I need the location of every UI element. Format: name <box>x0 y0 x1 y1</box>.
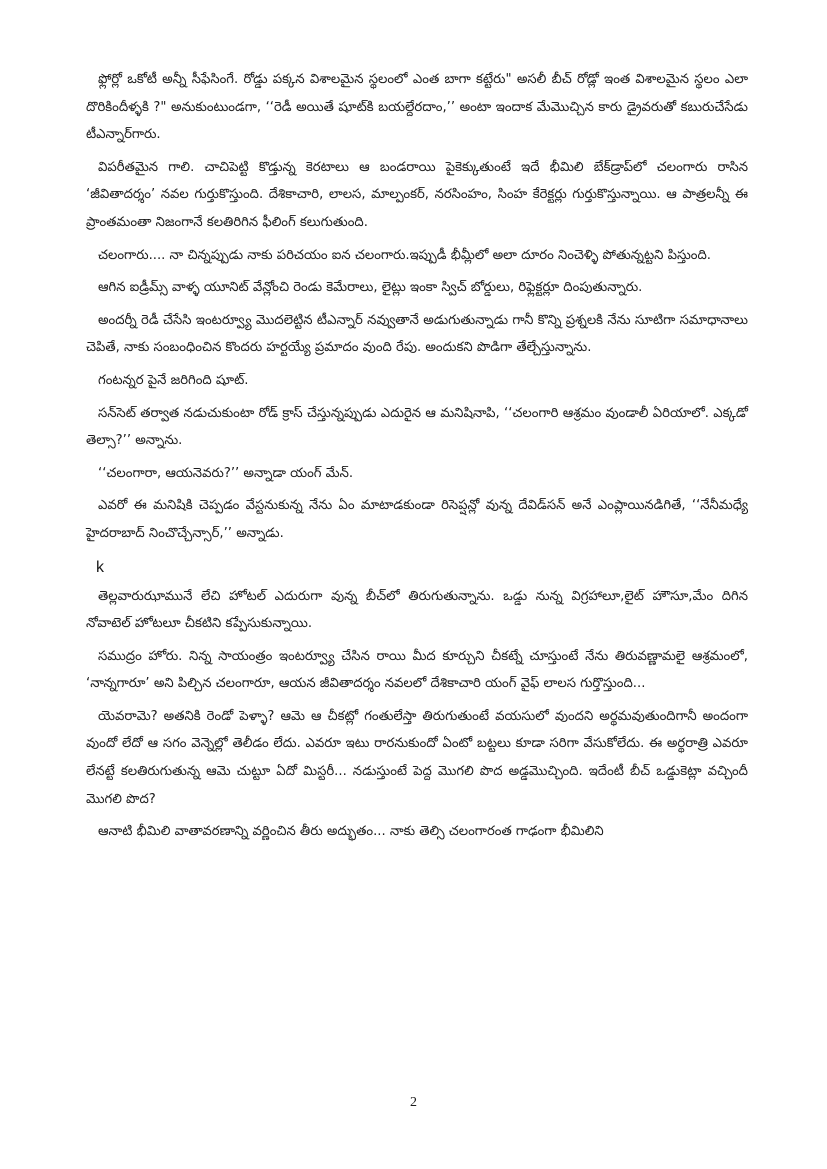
paragraph-7: సన్‌సెట్ తర్వాత నడుచుకుంటా రోడ్ క్రాస్ చేస్తున్నప్పుడు ఎదురైన ఆ మనిషినాపి, ‘‘చలంగారి ఆశ్రమం వుండాలీ ఏరియాలో. ఎక్కడో తెల్సా?’’ అన్నాను. <box>86 405 748 449</box>
paragraph-9: ఎవరో ఈ మనిషికి చెప్పడం వేస్టనుకున్న నేను ఏం మాటాడకుండా రిసెప్షన్లో వున్న దేవిడ్‌సన్ అనే ఎంప్లాయినడిగితే, ‘‘నేనీమధ్యే హైదరాబాద్ నించొచ్చేన్సార్,’’ అన్నాడు. <box>86 498 748 541</box>
paragraph-10: తెల్లవారుఝామునే లేచి హోటల్ ఎదురుగా వున్న బీచ్‌లో తిరుగుతున్నాను. ఒడ్డు నున్న విగ్రహాలూ,లైట్ హౌసూ,మేం దిగిన నోవాటెల్ హోటలూ చీకటిని కప్పేసుకున్నాయి. <box>86 588 748 632</box>
section-separator: k <box>96 558 104 576</box>
paragraph-8: ‘‘చలంగారా, ఆయనెవరు?’’ అన్నాడా యంగ్ మేన్. <box>98 465 354 481</box>
paragraph-12: యెవరామె? అతనికి రెండో పెళ్ళా? ఆమె ఆ చీకట్లో గంతులేస్తా తిరుగుతుంటే వయసులో వుందని అర్థమవుతుందిగానీ అందంగా వుందో లేదో ఆ సగం వెన్నెల్లో తెలీడం లేదు. ఎవరూ ఇటు రారనుకుందో ఏంటో బట్టలు కూడా సరిగా వేసుకోలేదు. ఈ అర్థరాత్రి ఎవరూ లేనట్టే కలతిరుగుతున్న ఆమె చుట్టూ ఏదో మిస్టరీ... నడుస్తుంటే పెద్ద మొగలి పొద అడ్డమొచ్చింది. ఇదేంటీ బీచ్ ఒడ్డుకెట్లా వచ్చిందీ మొగలి పొద? <box>86 708 748 807</box>
paragraph-1: ఫ్లోర్లో ఒకోటీ అన్నీ సీఫేసింగే. రోడ్డు పక్కన విశాలమైన స్థలంలో ఎంత బాగా కట్టేరు" అసలీ బీచ్ రోడ్లో ఇంత విశాలమైన స్థలం ఎలా దొరికిందీళ్ళకి ?" అనుకుంటుండగా, ‘‘రెడీ అయితే షూట్‌కి బయల్దేరదాం,’’ అంటా ఇందాక మేమొచ్చిన కారు డ్రైవరుతో కబురుచేసేడు టీఎన్నార్‌గారు. <box>86 72 748 143</box>
paragraph-3: చలంగారు.... నా చిన్నప్పుడు నాకు పరిచయం ఐన చలంగారు.ఇప్పుడీ భీమ్లీలో అలా దూరం నించెళ్ళి పోతున్నట్టని పిస్తుంది. <box>98 247 711 263</box>
paragraph-2: విపరీతమైన గాలి. చాచిపెట్టి కొడ్తున్న కెరటాలు ఆ బండరాయి పైకెక్కుతుంటే ఇదే భీమిలి బేక్‌డ్రాప్‌లో చలంగారు రాసిన ‘జీవితాదర్శం’ నవల గుర్తుకొస్తుంది. దేశికాచారి, లాలస, మాల్పంకర్, నరసింహం, సింహ కేరెక్టర్లు గుర్తుకొస్తున్నాయి. ఆ పాత్రలన్నీ ఈ ప్రాంతమంతా నిజంగానే కలతిరిగిన ఫీలింగ్ కలుగుతుంది. <box>86 159 748 230</box>
paragraph-13: ఆనాటి భీమిలి వాతావరణాన్ని వర్ణించిన తీరు అద్భుతం... నాకు తెల్సి చలంగారంత గాఢంగా భీమిలిని <box>98 824 604 840</box>
paragraph-4: ఆగిన ఐడ్రీమ్స్ వాళ్ళ యూనిట్ వేన్లోంచి రెండు కెమేరాలు, లైట్లు ఇంకా స్విచ్ బోర్డులు, రిఫ్లెక్టర్లూ దింపుతున్నారు. <box>98 280 643 296</box>
paragraph-11: సముద్రం హోరు. నిన్న సాయంత్రం ఇంటర్వ్యూ చేసిన రాయి మీద కూర్చుని చీకట్నే చూస్తుంటే నేను తిరువణ్ణామలై ఆశ్రమంలో, ‘నాన్నగారూ’ అని పిల్చిన చలంగారూ, ఆయన జీవితాదర్శం నవలలో దేశికాచారి యంగ్ వైఫ్ లాలస గుర్తొస్తుంది... <box>86 648 748 692</box>
page-number: 2 <box>410 1095 417 1110</box>
paragraph-5: అందర్నీ రెడీ చేసేసి ఇంటర్వ్యూ మొదలెట్టిన టీఎన్నార్ నవ్వుతానే అడుగుతున్నాడు గానీ కొన్ని ప్రశ్నలకి నేను సూటిగా సమాధానాలు చెపితే, నాకు సంబంధించిన కొందరు హర్టయ్యే ప్రమాదం వుంది రేపు. అందుకని పొడిగా తేల్చేస్తున్నాను. <box>86 312 748 356</box>
document-body <box>86 66 748 851</box>
paragraph-6: గంటన్నర పైనే జరిగింది షూట్. <box>98 372 249 388</box>
